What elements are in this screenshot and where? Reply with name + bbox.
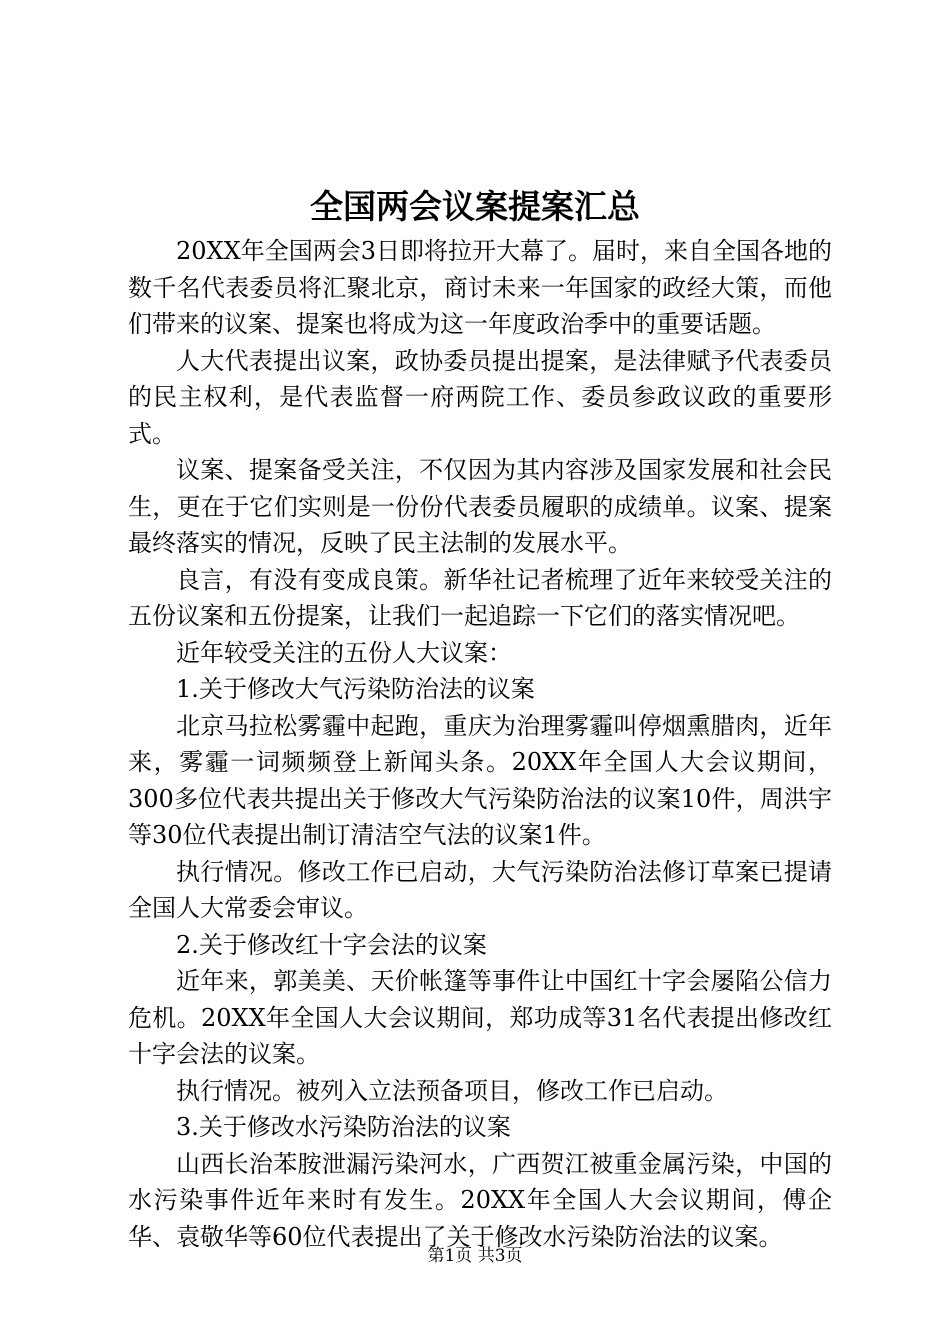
document-body (128, 233, 832, 1255)
paragraph-red-cross: 近年来，郭美美、天价帐篷等事件让中国红十字会屡陷公信力危机。20XX年全国人大会议期间，郑功成等31名代表提出修改红十字会法的议案。 (128, 967, 832, 1068)
paragraph-rights: 人大代表提出议案，政协委员提出提案，是法律赋予代表委员的民主权利，是代表监督一府两院工作、委员参政议政的重要形式。 (128, 346, 832, 448)
page-footer: 第1页 共3页 (427, 1246, 523, 1266)
paragraph-red-cross-status: 执行情况。被列入立法预备项目，修改工作已启动。 (176, 1076, 728, 1105)
paragraph-air-pollution: 北京马拉松雾霾中起跑，重庆为治理雾霾叫停烟熏腊肉，近年来，雾霾一词频频登上新闻头条。20XX年全国人大会议期间，300多位代表共提出关于修改大气污染防治法的议案10件，周洪宇等30位代表提出制订清洁空气法的议案1件。 (128, 711, 832, 849)
document-title: 全国两会议案提案汇总 (310, 187, 640, 226)
item-heading-red-cross: 2.关于修改红十字会法的议案 (176, 930, 487, 959)
paragraph-air-pollution-status: 执行情况。修改工作已启动，大气污染防治法修订草案已提请全国人大常委会审议。 (128, 857, 832, 922)
paragraph-attention: 议案、提案备受关注，不仅因为其内容涉及国家发展和社会民生，更在于它们实则是一份份代表委员履职的成绩单。议案、提案最终落实的情况，反映了民主法制的发展水平。 (128, 456, 832, 557)
paragraph-review: 良言，有没有变成良策。新华社记者梳理了近年来较受关注的五份议案和五份提案，让我们一起追踪一下它们的落实情况吧。 (128, 565, 832, 630)
paragraph-intro: 20XX年全国两会3日即将拉开大幕了。届时，来自全国各地的数千名代表委员将汇聚北京，商讨未来一年国家的政经大策，而他们带来的议案、提案也将成为这一年度政治季中的重要话题。 (128, 237, 832, 338)
item-heading-air-pollution: 1.关于修改大气污染防治法的议案 (176, 675, 535, 703)
section-heading-five-motions: 近年较受关注的五份人大议案： (176, 638, 512, 667)
paragraph-water-pollution: 山西长治苯胺泄漏污染河水，广西贺江被重金属污染，中国的水污染事件近年来时有发生。20XX年全国人大会议期间，傅企华、袁敬华等60位代表提出了关于修改水污染防治法的议案。 (128, 1149, 832, 1251)
item-heading-water-pollution: 3.关于修改水污染防治法的议案 (176, 1113, 511, 1141)
